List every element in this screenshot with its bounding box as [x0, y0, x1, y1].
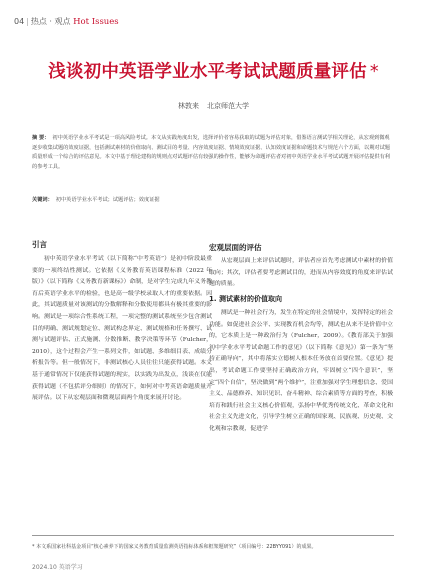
article-title-block — [0, 58, 427, 83]
running-header — [14, 16, 119, 27]
abstract-label: 摘 要： — [32, 135, 50, 141]
page-number: 04 — [14, 17, 25, 26]
article-title: 浅谈初中英语学业水平考试试题质量评估 — [48, 62, 367, 82]
macro-heading: 宏观层面的评估 — [209, 243, 262, 252]
abstract — [32, 134, 394, 172]
column-name: Hot Issues — [73, 17, 119, 27]
macro-paragraph: 从宏观层面上来评估试题时，评估者应首先考虑测试中素材的价值取向；其次，评估者要考虑测试目的，进而从内容效度的角度来评估试题的质量。 — [209, 258, 393, 288]
title-footnote-mark: * — [369, 62, 379, 82]
keywords-label: 关键词： — [32, 197, 53, 203]
keywords-text: 初中英语学业水平考试；试题评估；效度证据 — [55, 197, 160, 203]
subsection-1-heading: 1. 测试素材的价值取向 — [209, 295, 282, 303]
subsection-1-paragraph: 测试是一种社会行为，发生在特定的社会情境中，发挥特定的社会功能。如促进社会公平、实现教育机会均等，测试也从来不是价值中立的，它本质上是一种政治行为（Fulcher，2009）。《教育部关于加强初中学业水平考试命题工作的意见》（以下简称《意见》）第一条为“坚持正确导向”，其中将落实立德树人根本任务放在首要位置。《意见》提出，考试命题工作要坚持正确政治方向，牢固树立“四个意识”，坚定“四个自信”，坚决做到“两个维护”，注重加强对学生理想信念、爱国主义、品德修养、知识见识、奋斗精神、综合素质等方面的考查，积极培育和践行社会主义核心价值观，弘扬中华优秀传统文化、革命文化和社会主义先进文化，引导学生树立正确的国家观、民族观、历史观、文化观和宗教观，促进学 — [209, 310, 393, 432]
author-line — [0, 101, 427, 111]
intro-paragraph: 初中英语学业水平考试（以下简称“中考英语”）是初中阶段最重要的一项终结性测试。它依据《义务教育英语课程标准（2022 年版）》（以下简称《义务教育新课标》）命制，是对学生完成九年义务教育后英语学业水平的检验，也是高一级学校录取人才的重要依据。因此，其试题质量对该测试的分数解释和分数使用都具有极其重要的影响。测试是一项综合性系统工程，一项完整的测试系统至少包含测试目的明确、测试规划定位、测试构念界定、测试规格和任务撰写、试测与试题评估、正式施测、分数推断、教学决策等环节（Fulcher，2010），这个过程会产生一系列文件，如试题、多维细目表、成绩分析报告等。但一般情况下，非测试核心人员往往只能获得试题。本文基于通常情况下仅能获得试题的现实，以实践为出发点，浅谈在仅能获得试题（不包括评分细则）的情况下，如何对中考英语命题质量开展评估。以下从宏观层面和微观层面两个角度来展开讨论。 — [32, 256, 212, 402]
header-separator: | — [26, 17, 29, 26]
page-footer — [32, 562, 83, 571]
abstract-text: 初中英语学业水平考试是一项高风险考试。本文从实践角度出发，选择评价者容易获取的试题为评估对象，借鉴语言测试学相关理论，从宏观到微观逐步收集试题的效度证据，包括测试素材的价值取向、测试目的考量、内容效度证据、情境效度证据、认知效度证据和命题技术与规范六个方面，以期对试题质量形成一个综合的评估意见。本文中基于理论建构的规则点对试题评估有较强的操作性，能够为命题评估者对初中英语学业水平考试试题开展评估提供有利的参考工具。 — [32, 135, 390, 170]
magazine-name: 英语学习 — [58, 564, 83, 571]
footnote: * 本文系国家社科基金项目“核心素养下的国家义务教育质量监测英语指标体系和框架题研究”（项目编号：22BYY091）的成果。 — [32, 544, 317, 550]
footnote-divider — [32, 535, 394, 536]
intro-heading: 引言 — [32, 240, 47, 249]
issue-number: 2024.10 — [32, 564, 57, 571]
author-affiliation: 北京师范大学 — [207, 102, 249, 110]
section-name: 热点 · 观点 — [30, 17, 71, 26]
author-name: 林敦来 — [178, 102, 199, 110]
keywords — [32, 196, 394, 203]
